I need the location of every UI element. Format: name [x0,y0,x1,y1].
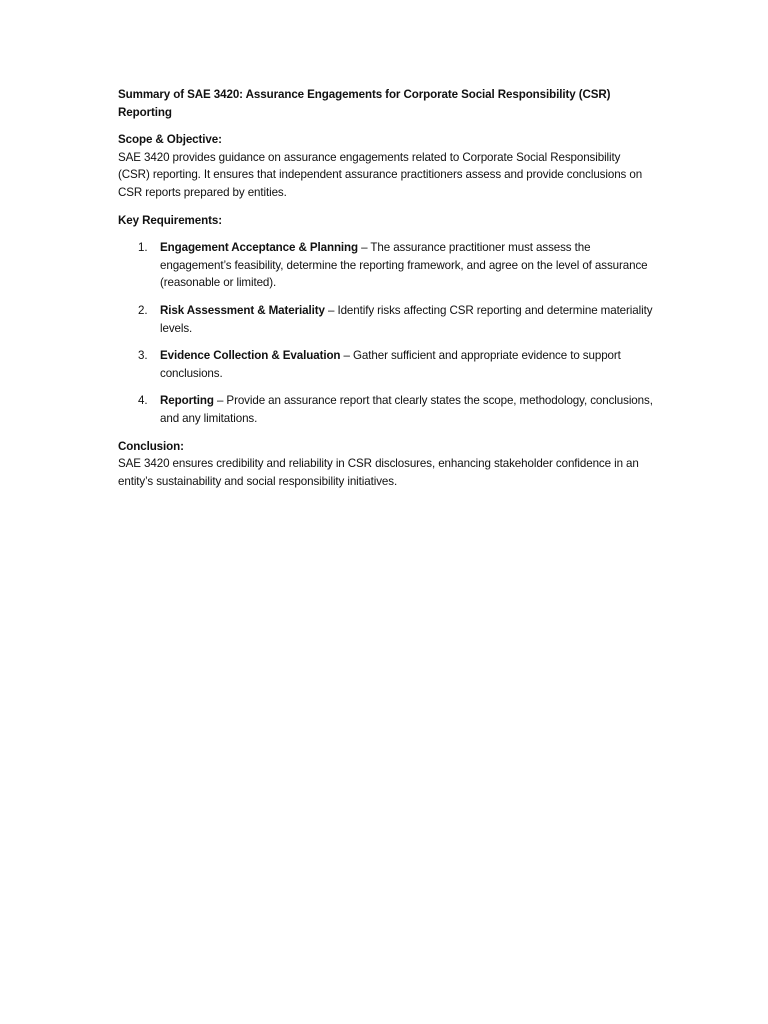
scope-paragraph: SAE 3420 provides guidance on assurance engagements related to Corporate Social Responsibility (CSR) reporting. It ensures that independent assurance practitioners assess and provide conclusions on CSR reports prepared by entities. [118,150,643,199]
list-item-text: – Gather sufficient and appropriate evidence to support conclusions. [160,349,621,380]
list-item-number: 1. [138,241,148,255]
document-title: Summary of SAE 3420: Assurance Engagements for Corporate Social Responsibility (CSR) Reporting [118,88,611,119]
list-item [118,302,653,337]
requirements-heading: Key Requirements: [118,213,222,227]
list-item-number: 2. [138,303,148,317]
document-page [118,86,653,500]
list-item-term: Engagement Acceptance & Planning [160,241,359,255]
list-item-number: 4. [138,394,148,408]
list-item [118,392,653,427]
requirements-list [118,239,653,427]
list-item-term: Risk Assessment & Materiality [160,303,325,317]
list-item-text: – Provide an assurance report that clearly states the scope, methodology, conclusions, and any limitations. [160,394,653,425]
conclusion-paragraph: SAE 3420 ensures credibility and reliability in CSR disclosures, enhancing stakeholder confidence in an entity’s sustainability and social responsibility initiatives. [118,457,639,488]
list-item-term: Reporting [160,394,214,408]
conclusion-heading: Conclusion: [118,439,184,453]
list-item [118,239,653,292]
list-item-text: – The assurance practitioner must assess the engagement’s feasibility, determine the reporting framework, and agree on the level of assurance (reasonable or limited). [160,241,648,290]
list-item-text: – Identify risks affecting CSR reporting and determine materiality levels. [160,303,653,335]
list-item [118,347,653,382]
list-item-number: 3. [138,349,148,363]
scope-heading: Scope & Objective: [118,133,222,147]
list-item-term: Evidence Collection & Evaluation [160,349,341,363]
